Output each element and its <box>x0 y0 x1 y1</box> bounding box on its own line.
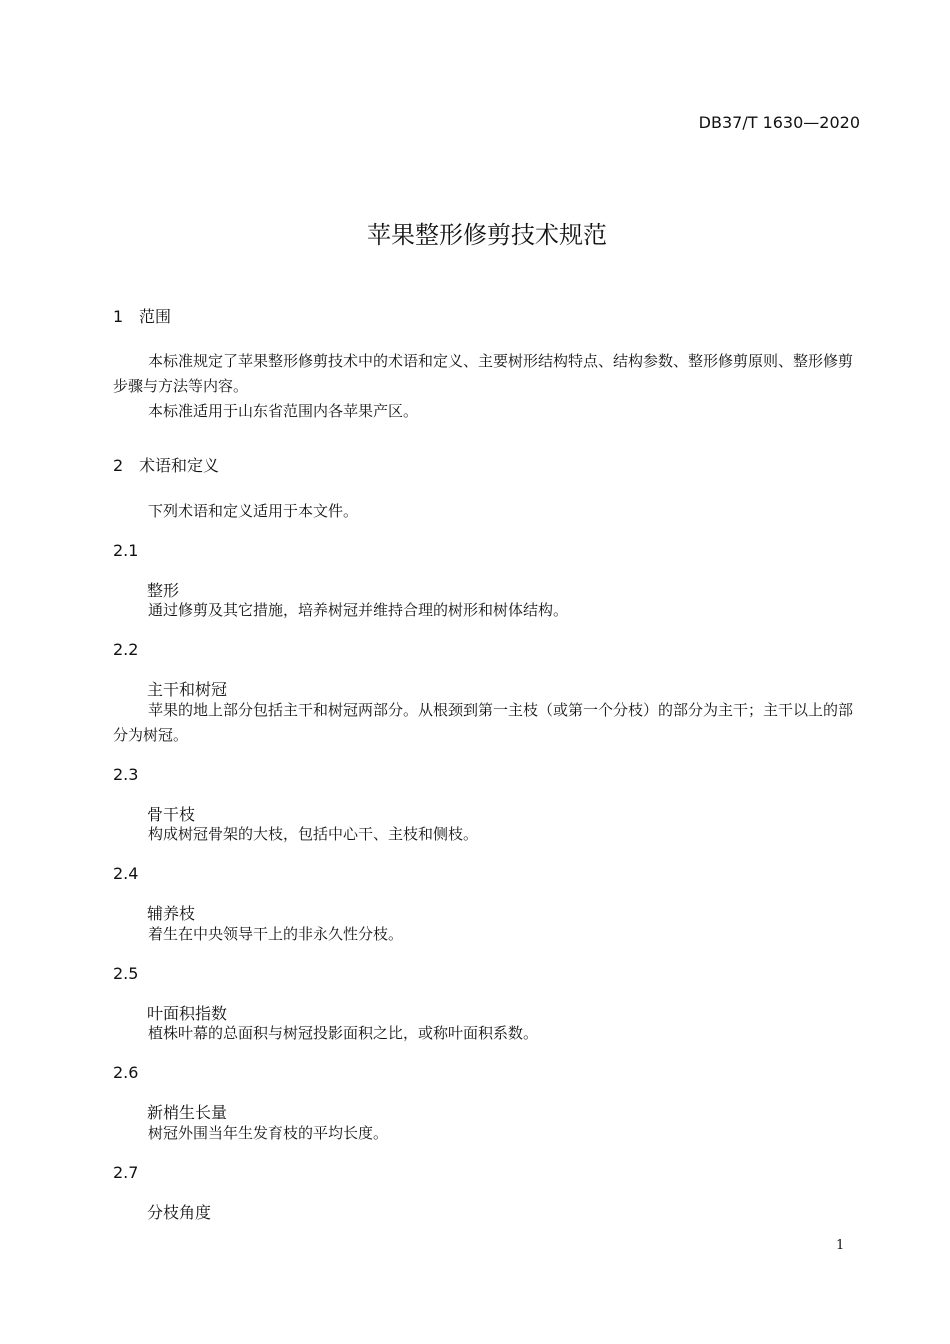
term-title: 整形 <box>147 581 180 600</box>
section-title: 范围 <box>139 307 172 326</box>
clause-number: 2.2 <box>113 640 139 659</box>
term-definition: 通过修剪及其它措施，培养树冠并维持合理的树形和树体结构。 <box>148 601 569 619</box>
section-title: 术语和定义 <box>139 456 220 475</box>
term-title: 主干和树冠 <box>147 680 228 699</box>
section-number: 1 <box>113 307 124 326</box>
term-definition: 树冠外围当年生发育枝的平均长度。 <box>148 1124 389 1142</box>
page-number: 1 <box>836 1238 845 1253</box>
terms-intro: 下列术语和定义适用于本文件。 <box>148 502 359 520</box>
section-heading-scope <box>113 304 171 327</box>
term-title: 骨干枝 <box>147 805 196 824</box>
clause-number: 2.3 <box>113 765 139 784</box>
clause-number: 2.7 <box>113 1163 139 1182</box>
term-definition: 苹果的地上部分包括主干和树冠两部分。从根颈到第一主枝（或第一个分枝）的部分为主干；主干以上的部分为树冠。 <box>113 701 854 744</box>
clause-number: 2.4 <box>113 864 139 883</box>
term-title: 叶面积指数 <box>147 1004 228 1023</box>
term-definition: 着生在中央领导干上的非永久性分枝。 <box>148 925 404 943</box>
clause-number: 2.1 <box>113 541 139 560</box>
standard-number: DB37/T 1630—2020 <box>698 113 860 132</box>
term-title: 辅养枝 <box>147 904 196 923</box>
document-title: 苹果整形修剪技术规范 <box>367 221 607 249</box>
scope-paragraph: 本标准适用于山东省范围内各苹果产区。 <box>148 402 419 420</box>
section-heading-terms <box>113 453 219 476</box>
term-title: 分枝角度 <box>147 1203 212 1222</box>
scope-paragraph: 本标准规定了苹果整形修剪技术中的术语和定义、主要树形结构特点、结构参数、整形修剪原则、整形修剪步骤与方法等内容。 <box>113 352 854 395</box>
term-definition: 植株叶幕的总面积与树冠投影面积之比，或称叶面积系数。 <box>148 1024 539 1042</box>
term-definition: 构成树冠骨架的大枝，包括中心干、主枝和侧枝。 <box>148 825 479 843</box>
section-number: 2 <box>113 456 124 475</box>
term-title: 新梢生长量 <box>147 1103 228 1122</box>
clause-number: 2.5 <box>113 964 139 983</box>
clause-number: 2.6 <box>113 1063 139 1082</box>
